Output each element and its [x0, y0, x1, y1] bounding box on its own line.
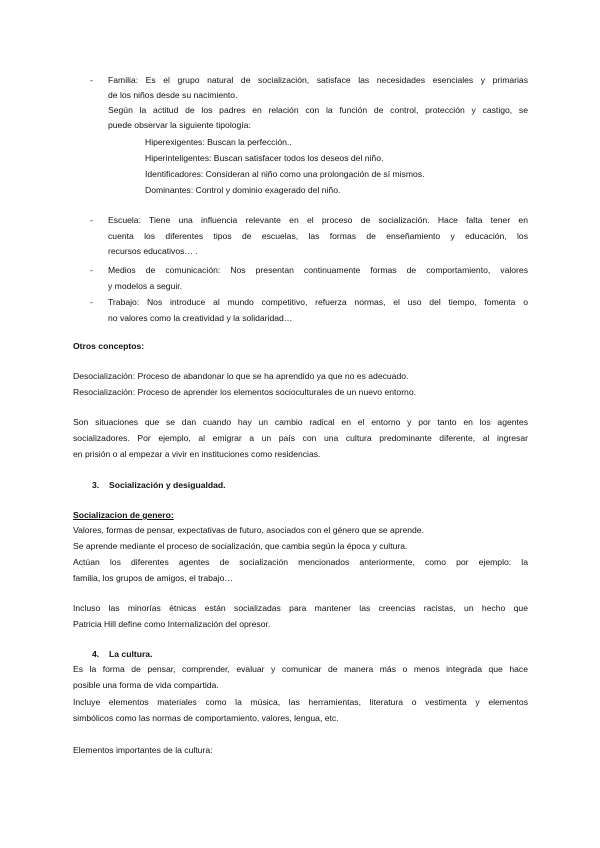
genero-line-2: Se aprende mediante el proceso de socialización, que cambia según la época y cultura.: [73, 541, 408, 551]
bullet-dash: -: [90, 297, 93, 307]
minorias-line-2: Patricia Hill define como Internalización del opresor.: [73, 619, 271, 629]
cultura-line-4: simbólicos como las normas de comportamiento, valores, lengua, etc.: [73, 713, 339, 723]
cultura-line-3: Incluye elementos materiales como la música, las herramientas, literatura o vestimenta y elementos: [73, 697, 528, 707]
medios-line-1: Medios de comunicación: Nos presentan continuamente formas de comportamiento, valores: [108, 265, 528, 275]
elementos-cultura-heading: Elementos importantes de la cultura:: [73, 745, 213, 755]
minorias-line-1: Incluso las minorías étnicas están socializadas para mantener las creencias racistas, un hecho que: [73, 603, 528, 613]
section-3-title: Socialización y desigualdad.: [109, 480, 226, 490]
trabajo-line-1: Trabajo: Nos introduce al mundo competitivo, refuerza normas, el uso del tiempo, fomenta o: [108, 297, 528, 307]
genero-line-1: Valores, formas de pensar, expectativas de futuro, asociados con el género que se aprende.: [73, 525, 424, 535]
genero-line-3: Actúan los diferentes agentes de socialización mencionados anteriormente, como por ejemplo: la: [73, 557, 528, 567]
familia-type-hiperinteligentes: Hiperinteligentes: Buscan satisfacer todos los deseos del niño.: [145, 153, 384, 163]
escuela-line-3: recursos educativos… .: [108, 246, 198, 256]
familia-line-3: Según la actitud de los padres en relación con la función de control, protección y castigo, se: [108, 105, 528, 115]
trabajo-line-2: no valores como la creatividad y la solidaridad…: [108, 313, 293, 323]
socializacion-genero-heading: Socializacion de genero:: [73, 510, 174, 520]
bullet-dash: -: [90, 265, 93, 275]
section-4-title: La cultura.: [109, 649, 153, 659]
familia-line-4: puede observar la siguiente tipología:: [108, 120, 251, 130]
medios-line-2: y modelos a seguir.: [108, 281, 183, 291]
situaciones-line-2: socializadores. Por ejemplo, al emigrar a un país con una cultura predominante diferente, al ingresar: [73, 433, 528, 443]
desocializacion-definition: Desocialización: Proceso de abandonar lo que se ha aprendido ya que no es adecuado.: [73, 371, 409, 381]
situaciones-line-3: en prisión o al empezar a vivir en instituciones como residencias.: [73, 449, 321, 459]
bullet-dash: -: [90, 215, 93, 225]
section-3-number: 3.: [92, 480, 100, 490]
escuela-line-1: Escuela: Tiene una influencia relevante en el proceso de socialización. Hace falta tener en: [108, 215, 528, 225]
cultura-line-2: posible una forma de vida compartida.: [73, 680, 219, 690]
genero-line-4: familia, los grupos de amigos, el trabajo…: [73, 573, 234, 583]
familia-line-1: Familia: Es el grupo natural de socialización, satisface las necesidades esenciales y primarias: [108, 75, 528, 85]
section-4-number: 4.: [92, 649, 100, 659]
escuela-line-2: cuenta los diferentes tipos de escuelas, las formas de enseñamiento y educación, los: [108, 231, 528, 241]
familia-type-hiperexigentes: Hiperexigentes: Buscan la perfección..: [145, 137, 292, 147]
familia-line-2: de los niños desde su nacimiento.: [108, 90, 238, 100]
familia-type-dominantes: Dominantes: Control y dominio exagerado del niño.: [145, 185, 341, 195]
familia-type-identificadores: Identificadores: Consideran al niño como una prolongación de sí mismos.: [145, 169, 425, 179]
bullet-dash: -: [90, 75, 93, 85]
resocializacion-definition: Resocialización: Proceso de aprender los elementos socioculturales de un nuevo entorno.: [73, 387, 416, 397]
situaciones-line-1: Son situaciones que se dan cuando hay un cambio radical en el entorno y por tanto en los agentes: [73, 417, 528, 427]
cultura-line-1: Es la forma de pensar, comprender, evaluar y comunicar de manera más o menos integrada que hace: [73, 664, 528, 674]
otros-conceptos-heading: Otros conceptos:: [73, 341, 145, 351]
